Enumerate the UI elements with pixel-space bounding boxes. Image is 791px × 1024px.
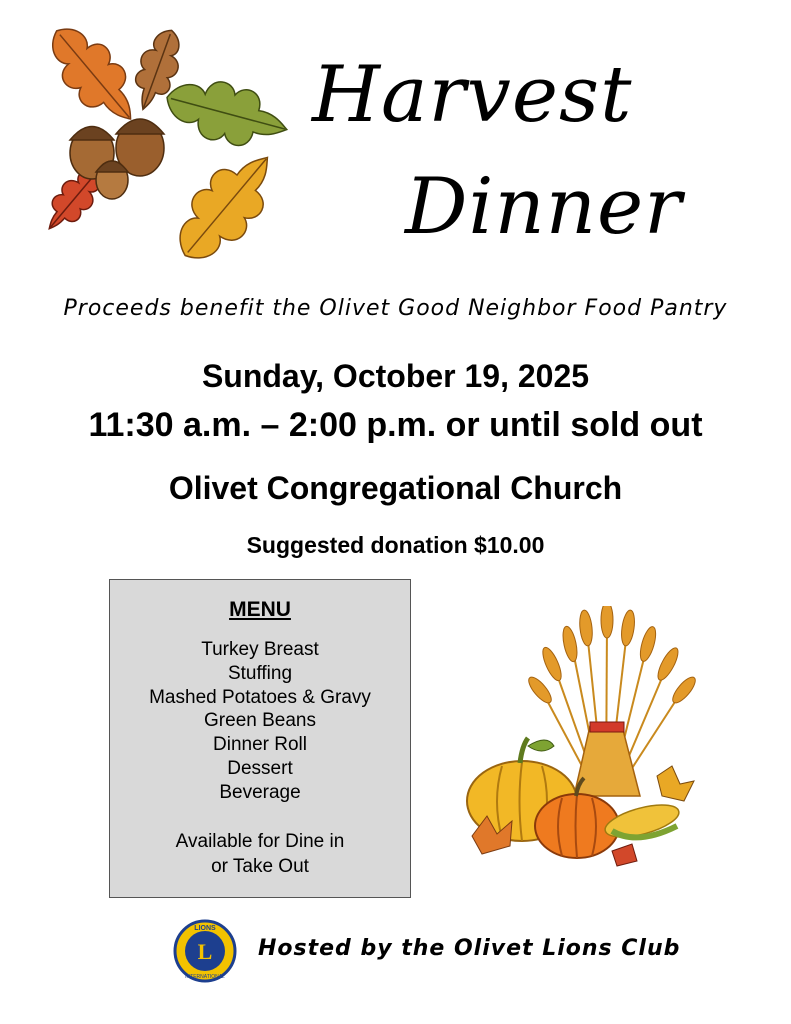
lions-logo-top-text: LIONS <box>194 925 216 932</box>
menu-item-list <box>110 638 410 805</box>
event-time: 11:30 a.m. – 2:00 p.m. or until sold out <box>88 406 703 444</box>
menu-item: Turkey Breast <box>201 639 319 660</box>
dine-in-note-line1: Available for Dine in <box>175 830 345 852</box>
proceeds-tagline: Proceeds benefit the Olivet Good Neighbor Food Pantry <box>63 296 728 321</box>
title-harvest: Harvest <box>312 50 633 140</box>
title-dinner: Dinner <box>405 162 683 252</box>
event-date: Sunday, October 19, 2025 <box>201 358 590 394</box>
hosted-by-line: Hosted by the Olivet Lions Club <box>258 936 681 961</box>
menu-heading: MENU <box>229 598 291 621</box>
menu-item: Mashed Potatoes & Gravy <box>149 686 371 708</box>
pumpkin-wheat-sheaf-icon <box>462 606 702 871</box>
lions-logo-bottom-text: INTERNATIONAL <box>185 974 225 980</box>
menu-item: Stuffing <box>227 662 293 684</box>
dine-in-note-line2: or Take Out <box>211 855 309 877</box>
menu-item: Beverage <box>219 781 301 803</box>
menu-box <box>109 579 411 898</box>
suggested-donation: Suggested donation $10.00 <box>246 532 545 558</box>
dine-in-note <box>110 829 410 879</box>
autumn-leaves-acorns-icon <box>40 18 290 268</box>
lions-club-logo <box>172 918 238 984</box>
menu-item: Dessert <box>227 757 293 779</box>
menu-item: Dinner Roll <box>213 734 307 756</box>
event-location: Olivet Congregational Church <box>168 470 623 506</box>
menu-item: Green Beans <box>204 710 316 732</box>
svg-text:L: L <box>197 939 213 964</box>
